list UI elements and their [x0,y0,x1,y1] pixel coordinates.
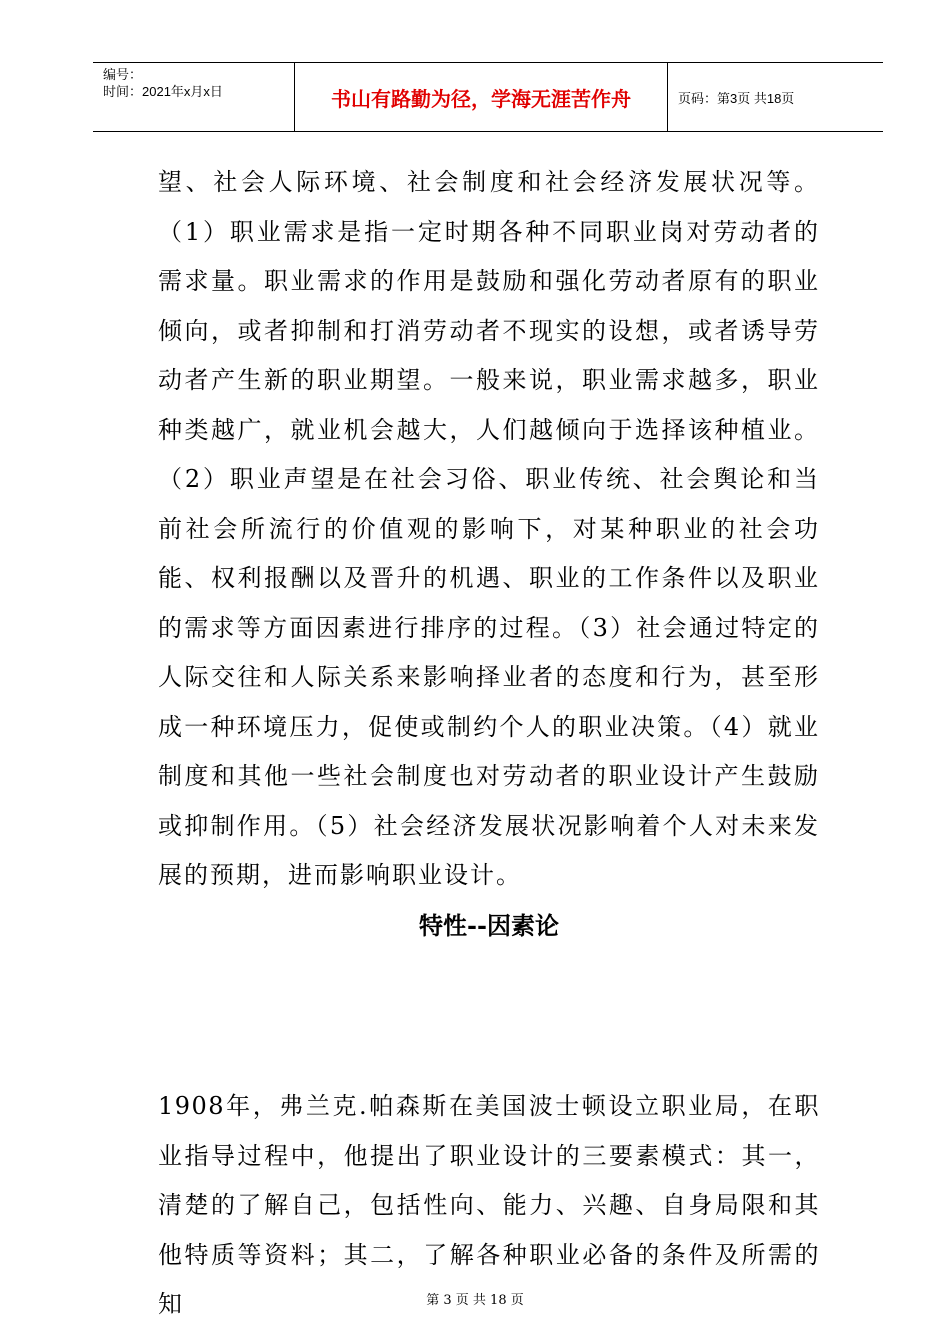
document-number-label: 编号： [103,67,143,82]
header-meta [93,63,295,131]
body-paragraph: 1908年，弗兰克.帕森斯在美国波士顿设立职业局，在职业指导过程中，他提出了职业设计的三要素模式：其一，清楚的了解自己，包括性向、能力、兴趣、自身局限和其他特质等资料；其二，了解各种职业必备的条件及所需的知 [158,1092,820,1318]
page-header [93,62,883,132]
document-body [158,158,820,1330]
header-slogan: 书山有路勤为径，学海无涯苦作舟 [295,63,668,131]
header-page-info: 页码：第3页 共18页 [678,90,795,106]
document-time: 时间：2021年x月x日 [103,84,223,99]
page-footer: 第 3 页 共 18 页 [426,1293,524,1308]
body-paragraph: 望、社会人际环境、社会制度和社会经济发展状况等。（1）职业需求是指一定时期各种不同职业岗对劳动者的需求量。职业需求的作用是鼓励和强化劳动者原有的职业倾向，或者抑制和打消劳动者不现实的设想，或者诱导劳动者产生新的职业期望。一般来说，职业需求越多，职业种类越广，就业机会越大，人们越倾向于选择该种植业。（2）职业声望是在社会习俗、职业传统、社会舆论和当前社会所流行的价值观的影响下，对某种职业的社会功能、权利报酬以及晋升的机遇、职业的工作条件以及职业的需求等方面因素进行排序的过程。（3）社会通过特定的人际交往和人际关系来影响择业者的态度和行为，甚至形成一种环境压力，促使或制约个人的职业决策。（4）就业制度和其他一些社会制度也对劳动者的职业设计产生鼓励或抑制作用。（5）社会经济发展状况影响着个人对未来发展的预期，进而影响职业设计。 [158,168,820,889]
section-title: 特性--因素论 [419,910,559,940]
